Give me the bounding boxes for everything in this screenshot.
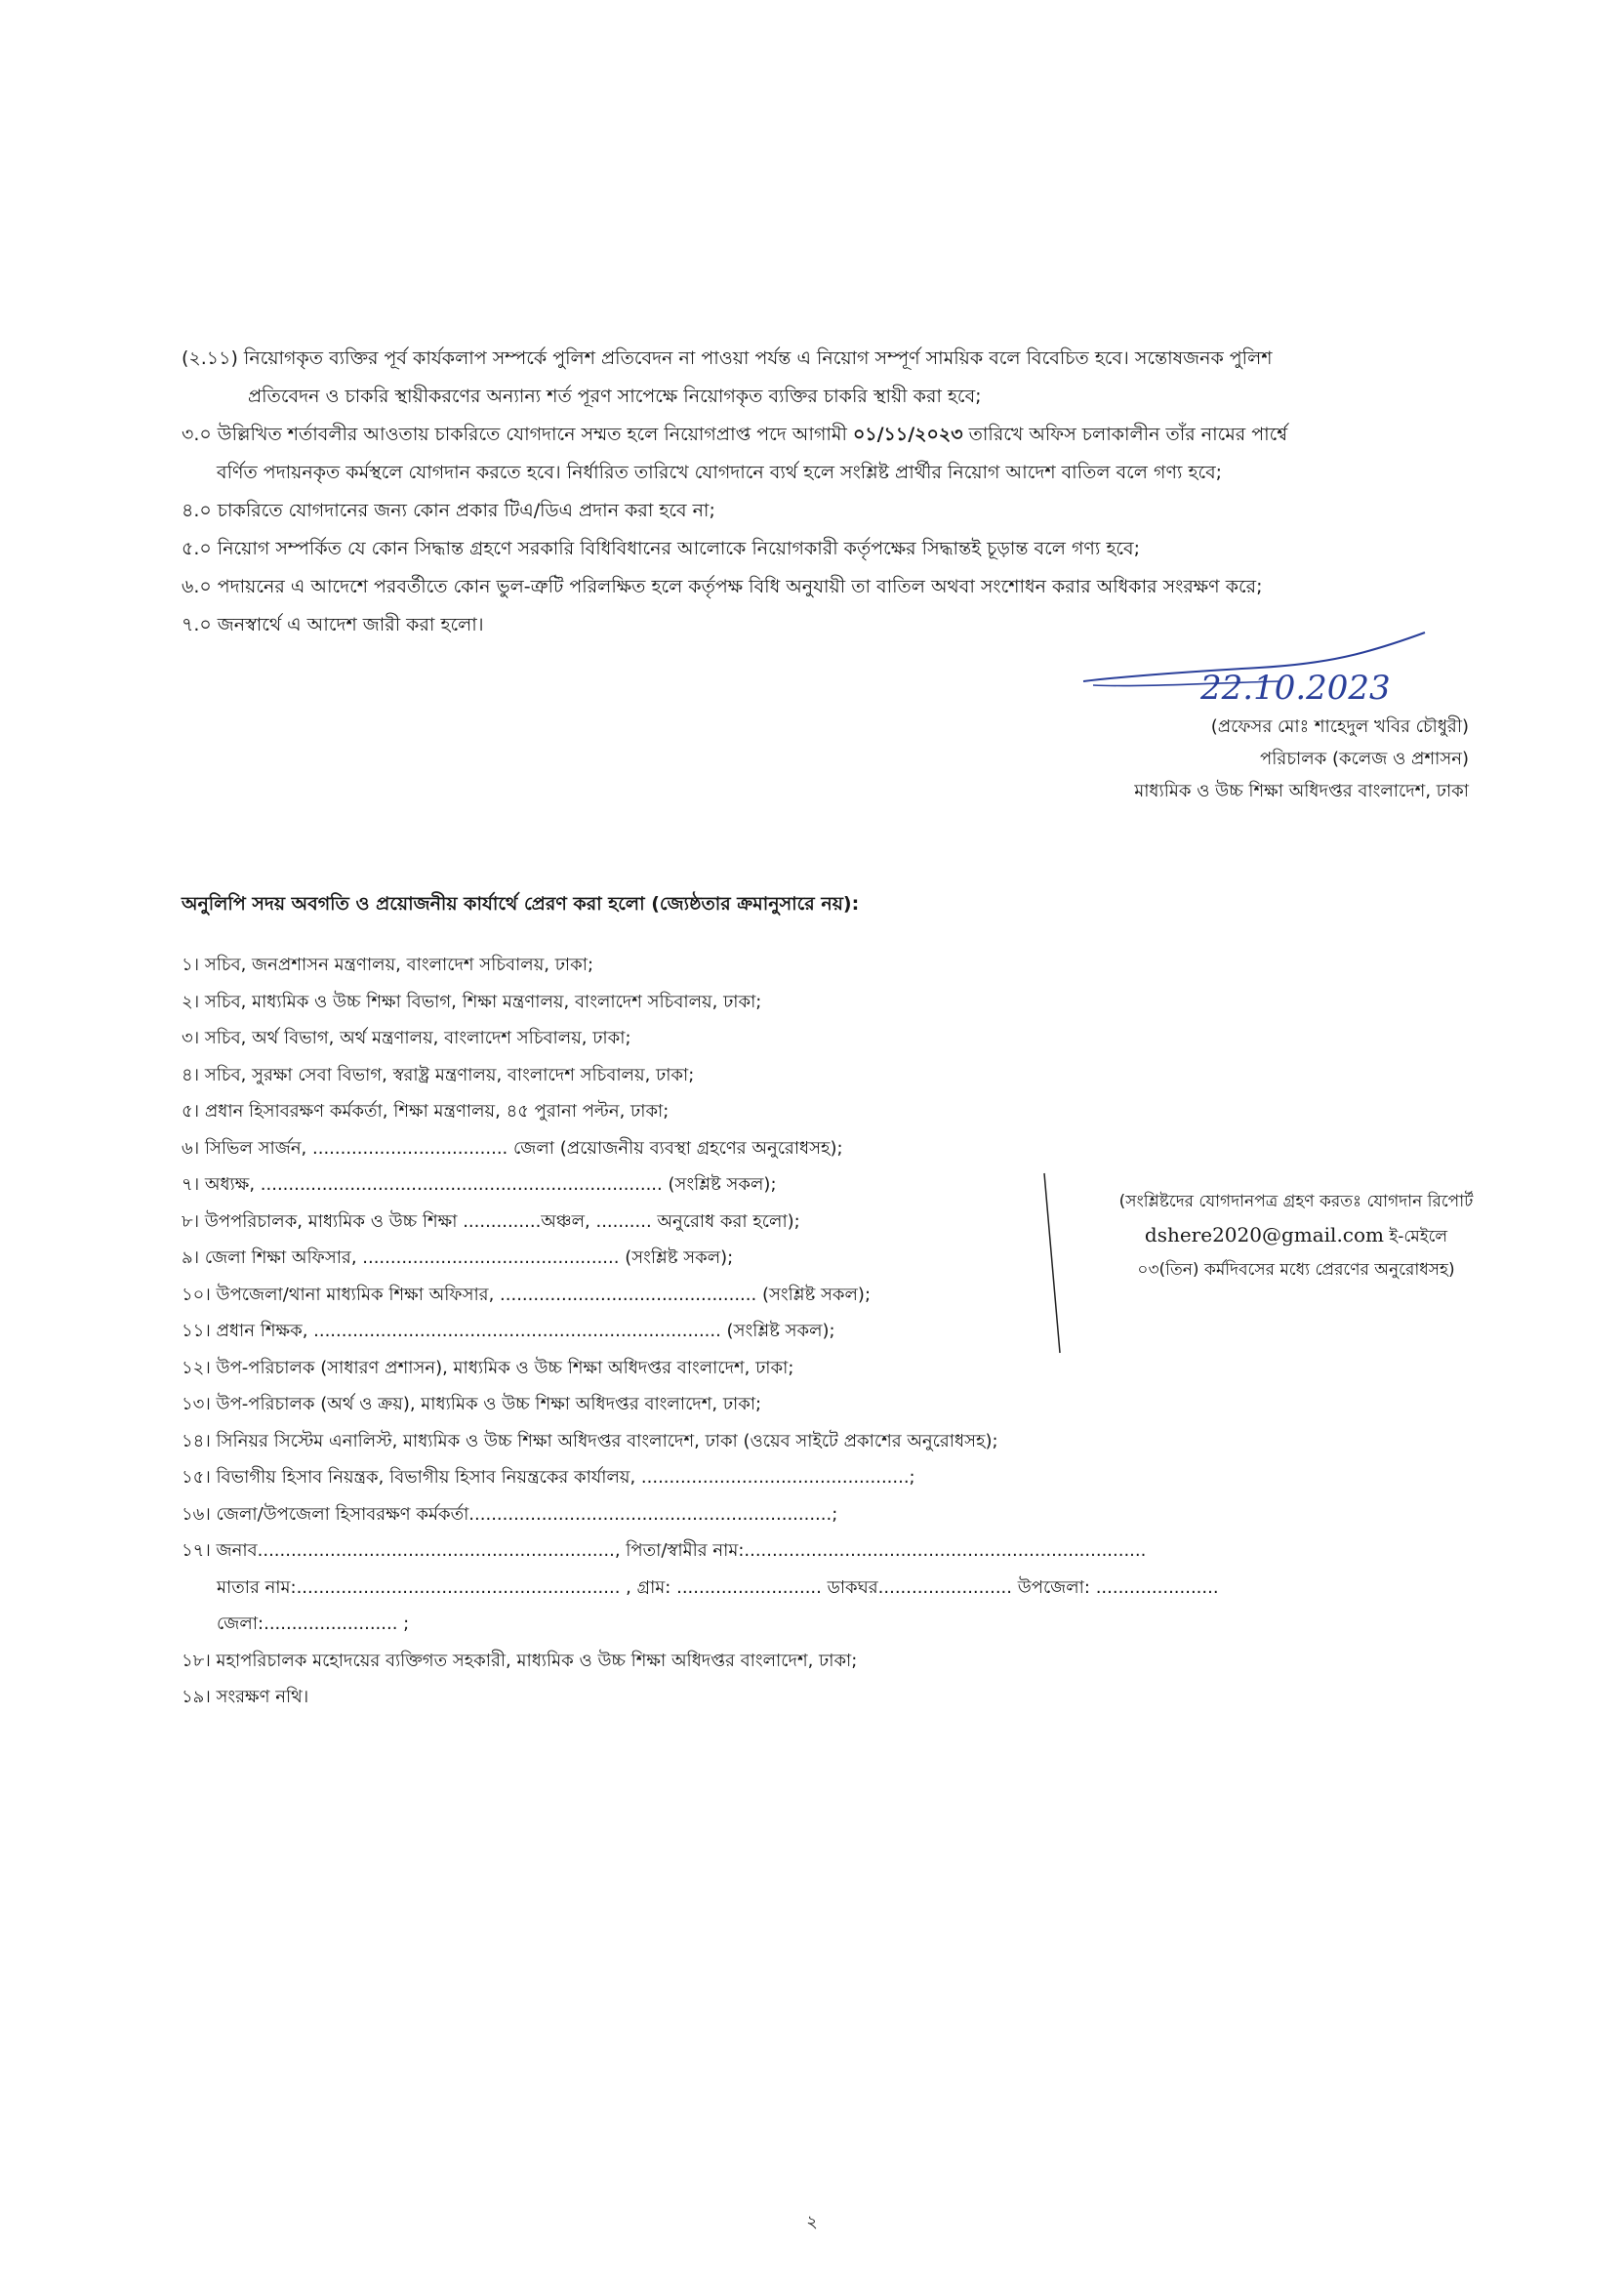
condition-line: বর্ণিত পদায়নকৃত কর্মস্থলে যোগদান করতে হবে। নির্ধারিত তারিখে যোগদানে ব্যর্থ হলে সংশ্লিষ্ট প্রার্থীর নিয়োগ আদেশ বাতিল বলে গণ্য হবে;	[217, 462, 1223, 483]
cc-item: ২। সচিব, মাধ্যমিক ও উচ্চ শিক্ষা বিভাগ, শিক্ষা মন্ত্রণালয়, বাংলাদেশ সচিবালয়, ঢাকা;	[182, 991, 762, 1012]
cc-item: ১৬। জেলা/উপজেলা হিসাবরক্ষণ কর্মকর্তা.................................................................;	[182, 1503, 838, 1525]
cc-item: ১৪। সিনিয়র সিস্টেম এনালিস্ট, মাধ্যমিক ও উচ্চ শিক্ষা অধিদপ্তর বাংলাদেশ, ঢাকা (ওয়েব সাইটে প্রকাশের অনুরোধসহ);	[182, 1430, 998, 1451]
signatory-name: (প্রফেসর মোঃ শাহেদুল খবির চৌধুরী)	[1210, 716, 1469, 737]
condition-line: প্রতিবেদন ও চাকরি স্থায়ীকরণের অন্যান্য শর্ত পূরণ সাপেক্ষে নিয়োগকৃত ব্যক্তির চাকরি স্থায়ী করা হবে;	[248, 386, 982, 407]
note-email-line	[1081, 1218, 1511, 1253]
condition-line: ৪.০ চাকরিতে যোগদানের জন্য কোন প্রকার টিএ/ডিএ প্রদান করা হবে না;	[182, 500, 715, 521]
conditions-section	[182, 340, 1485, 644]
cc-item: ১৯। সংরক্ষণ নথি।	[182, 1687, 309, 1707]
cc-item: ১। সচিব, জনপ্রশাসন মন্ত্রণালয়, বাংলাদেশ সচিবালয়, ঢাকা;	[182, 955, 594, 975]
signatory-designation: পরিচালক (কলেজ ও প্রশাসন)	[1260, 749, 1469, 769]
cc-item: ১২। উপ-পরিচালক (সাধারণ প্রশাসন), মাধ্যমিক ও উচ্চ শিক্ষা অধিদপ্তর বাংলাদেশ, ঢাকা;	[182, 1357, 794, 1378]
cc-item: ৮। উপপরিচালক, মাধ্যমিক ও উচ্চ শিক্ষা ..............অঞ্চল, .......... অনুরোধ করা হলো);	[182, 1210, 800, 1232]
cc-list	[182, 947, 1489, 1716]
condition-line: ৬.০ পদায়নের এ আদেশে পরবর্তীতে কোন ভুল-ত্রুটি পরিলক্ষিত হলে কর্তৃপক্ষ বিধি অনুযায়ী তা বাতিল অথবা সংশোধন করার অধিকার সংরক্ষণ করে;	[182, 576, 1263, 597]
condition-text: ৩.০ উল্লিখিত শর্তাবলীর আওতায় চাকরিতে যোগদানে সম্মত হলে নিয়োগপ্রাপ্ত পদে আগামী	[182, 424, 853, 445]
joining-date: ০১/১১/২০২৩	[852, 424, 963, 445]
note-line: ০৩(তিন) কর্মদিবসের মধ্যে প্রেরণের অনুরোধসহ)	[1137, 1260, 1455, 1280]
signatory-office: মাধ্যমিক ও উচ্চ শিক্ষা অধিদপ্তর বাংলাদেশ, ঢাকা	[1134, 781, 1469, 801]
cc-item: ১১। প্রধান শিক্ষক, ......................................................................... (সংশ্লিষ্ট সকল);	[182, 1321, 835, 1341]
signature-date: 22.10.2023	[1200, 669, 1391, 708]
cc-item: ৯। জেলা শিক্ষা অফিসার, .............................................. (সংশ্লিষ্ট সকল);	[182, 1247, 734, 1268]
cc-item-continuation: জেলা:........................ ;	[217, 1613, 410, 1634]
cc-item: ৪। সচিব, সুরক্ষা সেবা বিভাগ, স্বরাষ্ট্র মন্ত্রণালয়, বাংলাদেশ সচিবালয়, ঢাকা;	[182, 1064, 695, 1085]
cc-item: ৩। সচিব, অর্থ বিভাগ, অর্থ মন্ত্রণালয়, বাংলাদেশ সচিবালয়, ঢাকা;	[182, 1028, 631, 1048]
cc-item: ১৩। উপ-পরিচালক (অর্থ ও ক্রয়), মাধ্যমিক ও উচ্চ শিক্ষা অধিদপ্তর বাংলাদেশ, ঢাকা;	[182, 1394, 762, 1414]
condition-line: (২.১১) নিয়োগকৃত ব্যক্তির পূর্ব কার্যকলাপ সম্পর্কে পুলিশ প্রতিবেদন না পাওয়া পর্যন্ত এ নিয়োগ সম্পূর্ণ সাময়িক বলে বিবেচিত হবে। সন্তোষজনক পুলিশ	[182, 347, 1273, 369]
cc-item: ৭। অধ্যক্ষ, ........................................................................ (সংশ্লিষ্ট সকল);	[182, 1174, 777, 1195]
condition-text: তারিখে অফিস চলাকালীন তাঁর নামের পার্শ্বে	[962, 424, 1288, 445]
cc-heading: অনুলিপি সদয় অবগতি ও প্রয়োজনীয় কার্যার্থে প্রেরণ করা হলো (জ্যেষ্ঠতার ক্রমানুসারে নয়):	[182, 893, 860, 915]
bracket-divider	[1038, 1171, 1077, 1357]
signatory-block	[1020, 711, 1469, 807]
cc-item: ১৮। মহাপরিচালক মহোদয়ের ব্যক্তিগত সহকারী, মাধ্যমিক ও উচ্চ শিক্ষা অধিদপ্তর বাংলাদেশ, ঢাকা;	[182, 1650, 858, 1671]
note-line: (সংশ্লিষ্টদের যোগদানপত্র গ্রহণ করতঃ যোগদান রিপোর্ট	[1118, 1192, 1474, 1211]
cc-item: ৫। প্রধান হিসাবরক্ষণ কর্মকর্তা, শিক্ষা মন্ত্রণালয়, ৪৫ পুরানা পল্টন, ঢাকা;	[182, 1101, 670, 1122]
cc-item: ১০। উপজেলা/থানা মাধ্যমিক শিক্ষা অফিসার, .............................................. (সংশ্লিষ্ট সকল);	[182, 1284, 872, 1305]
joining-report-note	[1081, 1185, 1511, 1286]
condition-line	[182, 416, 1485, 454]
condition-line: ৫.০ নিয়োগ সম্পর্কিত যে কোন সিদ্ধান্ত গ্রহণে সরকারি বিধিবিধানের আলোকে নিয়োগকারী কর্তৃপক্ষের সিদ্ধান্তই চূড়ান্ত বলে গণ্য হবে;	[182, 538, 1141, 559]
cc-item: ১৭। জনাব................................................................, পিতা/স্বামীর নাম:........................................................................	[182, 1540, 1147, 1561]
note-text: ই-মেইলে	[1384, 1227, 1448, 1246]
condition-line: ৭.০ জনস্বার্থে এ আদেশ জারী করা হলো।	[182, 614, 484, 635]
page-number: ২	[806, 2212, 818, 2232]
cc-item: ৬। সিভিল সার্জন, ................................... জেলা (প্রয়োজনীয় ব্যবস্থা গ্রহণের অনুরোধসহ);	[182, 1137, 843, 1159]
cc-item-continuation: মাতার নাম:.......................................................... , গ্রাম: .......................... ডাকঘর........................ উপজেলা: ......................	[217, 1576, 1219, 1598]
handwritten-signature	[1074, 625, 1444, 713]
cc-item: ১৫। বিভাগীয় হিসাব নিয়ন্ত্রক, বিভাগীয় হিসাব নিয়ন্ত্রকের কার্যালয়, ................................................;	[182, 1467, 915, 1488]
email-link[interactable]: dshere2020@gmail.com	[1144, 1223, 1385, 1246]
